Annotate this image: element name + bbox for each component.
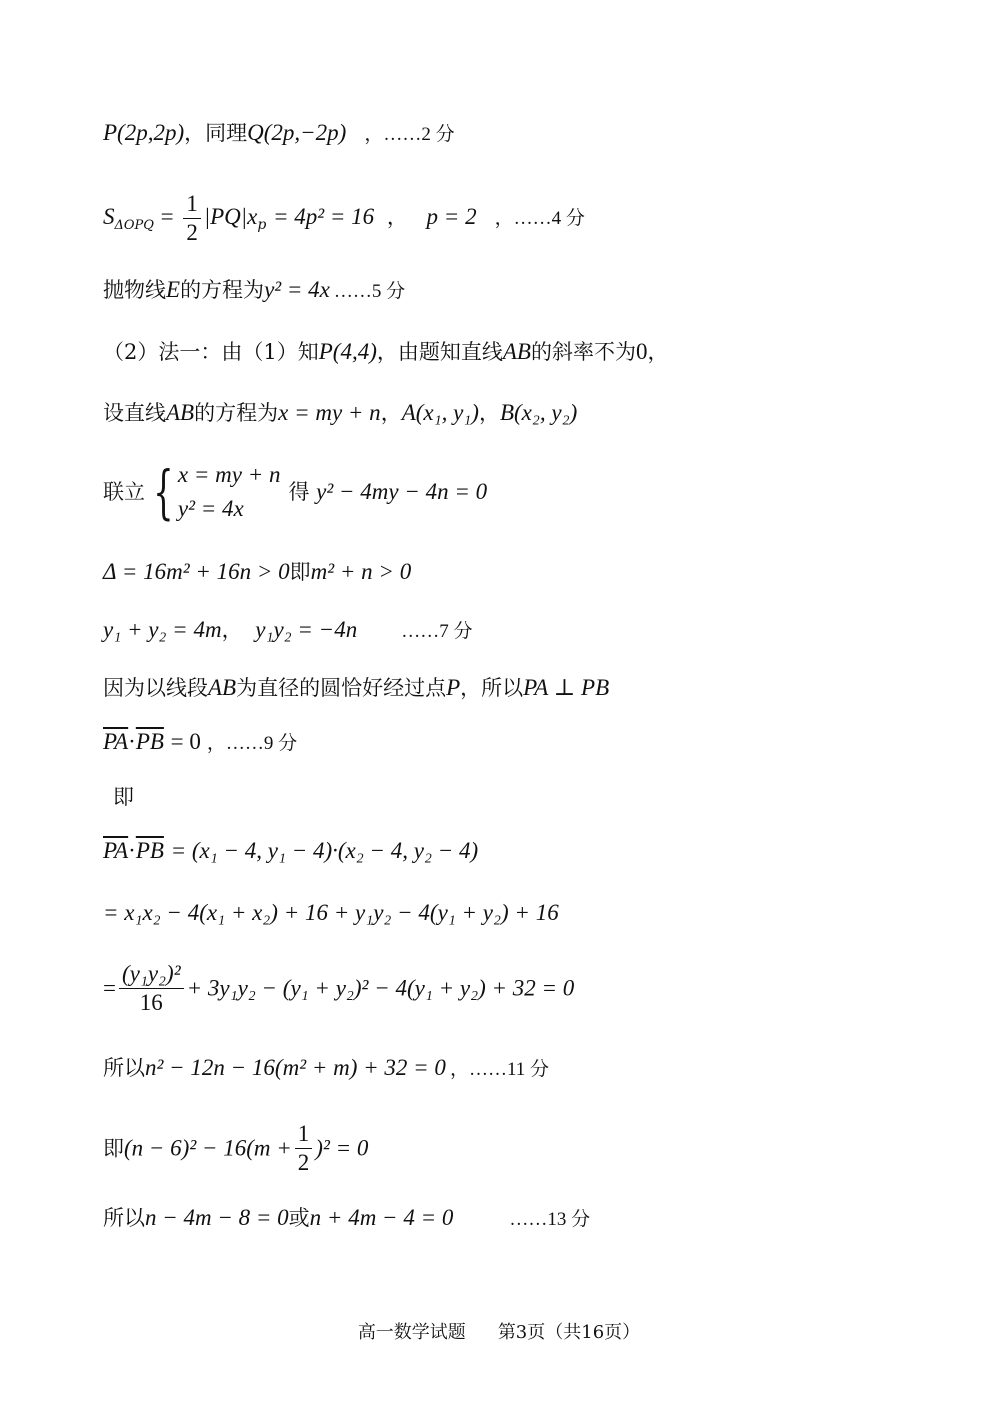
solution-line-17: 所以n − 4m − 8 = 0或n + 4m − 4 = 0 ……13 分 — [103, 1205, 591, 1230]
footer-page-number: 第3页（共16页） — [497, 1322, 641, 1343]
solution-line-11: 即 — [113, 785, 134, 809]
solution-line-2: $S_{\Delta OPQ}$ = $\frac{1}{2}$ $|PQ|x_p = 4p^2 = 16$ ， p = 2 ，……4 分 — [103, 191, 585, 245]
fraction: $\frac{\text{(y₁y₂)²}}{16}$ — [119, 960, 184, 1017]
solution-line-14: = $\frac{\text{(y₁y₂)²}}{16}$ + 3y₁y₂ − (y₁ + y₂)² − 4(y₁ + y₂) + 32 = 0 — [103, 961, 575, 1015]
vector-PB: $\overline{PB}$ — [135, 838, 164, 863]
page-footer — [0, 1318, 998, 1344]
math-P: P(2p,2p) — [103, 120, 185, 145]
solution-line-6: 联立 { x = my + n y² = 4x 得 y² − 4my − 4n = 0 — [103, 458, 488, 526]
solution-line-16: 即(n − 6)² − 16(m + $\frac{1}{2}$ )² = 0 — [103, 1121, 369, 1175]
score-mark: ……7 分 — [401, 621, 473, 642]
solution-line-7: Δ = 16m² + 16n > 0即m² + n > 0 — [103, 559, 412, 584]
solution-line-15: 所以n² − 12n − 16(m² + m) + 32 = 0 ，……11 分 — [103, 1055, 549, 1080]
fraction-half: $\frac{1}{2}$ — [183, 190, 201, 247]
solution-line-9: 因为以线段AB为直径的圆恰好经过点P，所以PA ⊥ PB — [103, 675, 610, 700]
score-mark: ……13 分 — [509, 1209, 591, 1230]
math-Q: Q(2p,−2p) — [247, 120, 347, 145]
score-mark: ，……9 分 — [206, 733, 298, 754]
system-brace: { — [153, 458, 174, 526]
solution-line-13: = x₁x₂ − 4(x₁ + x₂) + 16 + y₁y₂ − 4(y₁ + y₂) + 16 — [103, 900, 559, 925]
score-mark: ，……4 分 — [494, 208, 585, 229]
fraction-half: $\frac{1}{2}$ — [295, 1120, 313, 1177]
score-mark: ，……2 分 — [364, 124, 455, 145]
vector-PB: $\overline{PB}$ — [135, 729, 164, 754]
score-mark: ……5 分 — [333, 281, 406, 302]
solution-line-3: 抛物线E的方程为y² = 4x ……5 分 — [103, 277, 406, 302]
solution-line-10: $\overline{PA}\cdot\overline{PB} = 0$ ，……9 分 — [103, 729, 298, 754]
vector-PA: $\overline{PA}$ — [103, 729, 129, 754]
solution-line-1: P(2p,2p)，同理Q(2p,−2p) ，……2 分 — [103, 120, 455, 145]
equation-system: x = my + n y² = 4x — [177, 462, 281, 521]
vector-PA: $\overline{PA}$ — [103, 838, 129, 863]
footer-title: 高一数学试题 — [357, 1322, 466, 1343]
solution-line-5: 设直线AB的方程为x = my + n，A(x₁, y₁)，B(x₂, y₂) — [103, 400, 578, 425]
score-mark: ，……11 分 — [449, 1059, 549, 1080]
solution-line-4: （2）法一：由（1）知P(4,4)，由题知直线AB的斜率不为0， — [103, 339, 669, 364]
solution-line-12: $\overline{PA}\cdot\overline{PB} = (x_1 - 4$, y₁ − 4)·(x₂ − 4, y₂ − 4) — [103, 838, 479, 863]
solution-line-8: y₁ + y₂ = 4m， y₁y₂ = −4n ……7 分 — [103, 617, 473, 642]
